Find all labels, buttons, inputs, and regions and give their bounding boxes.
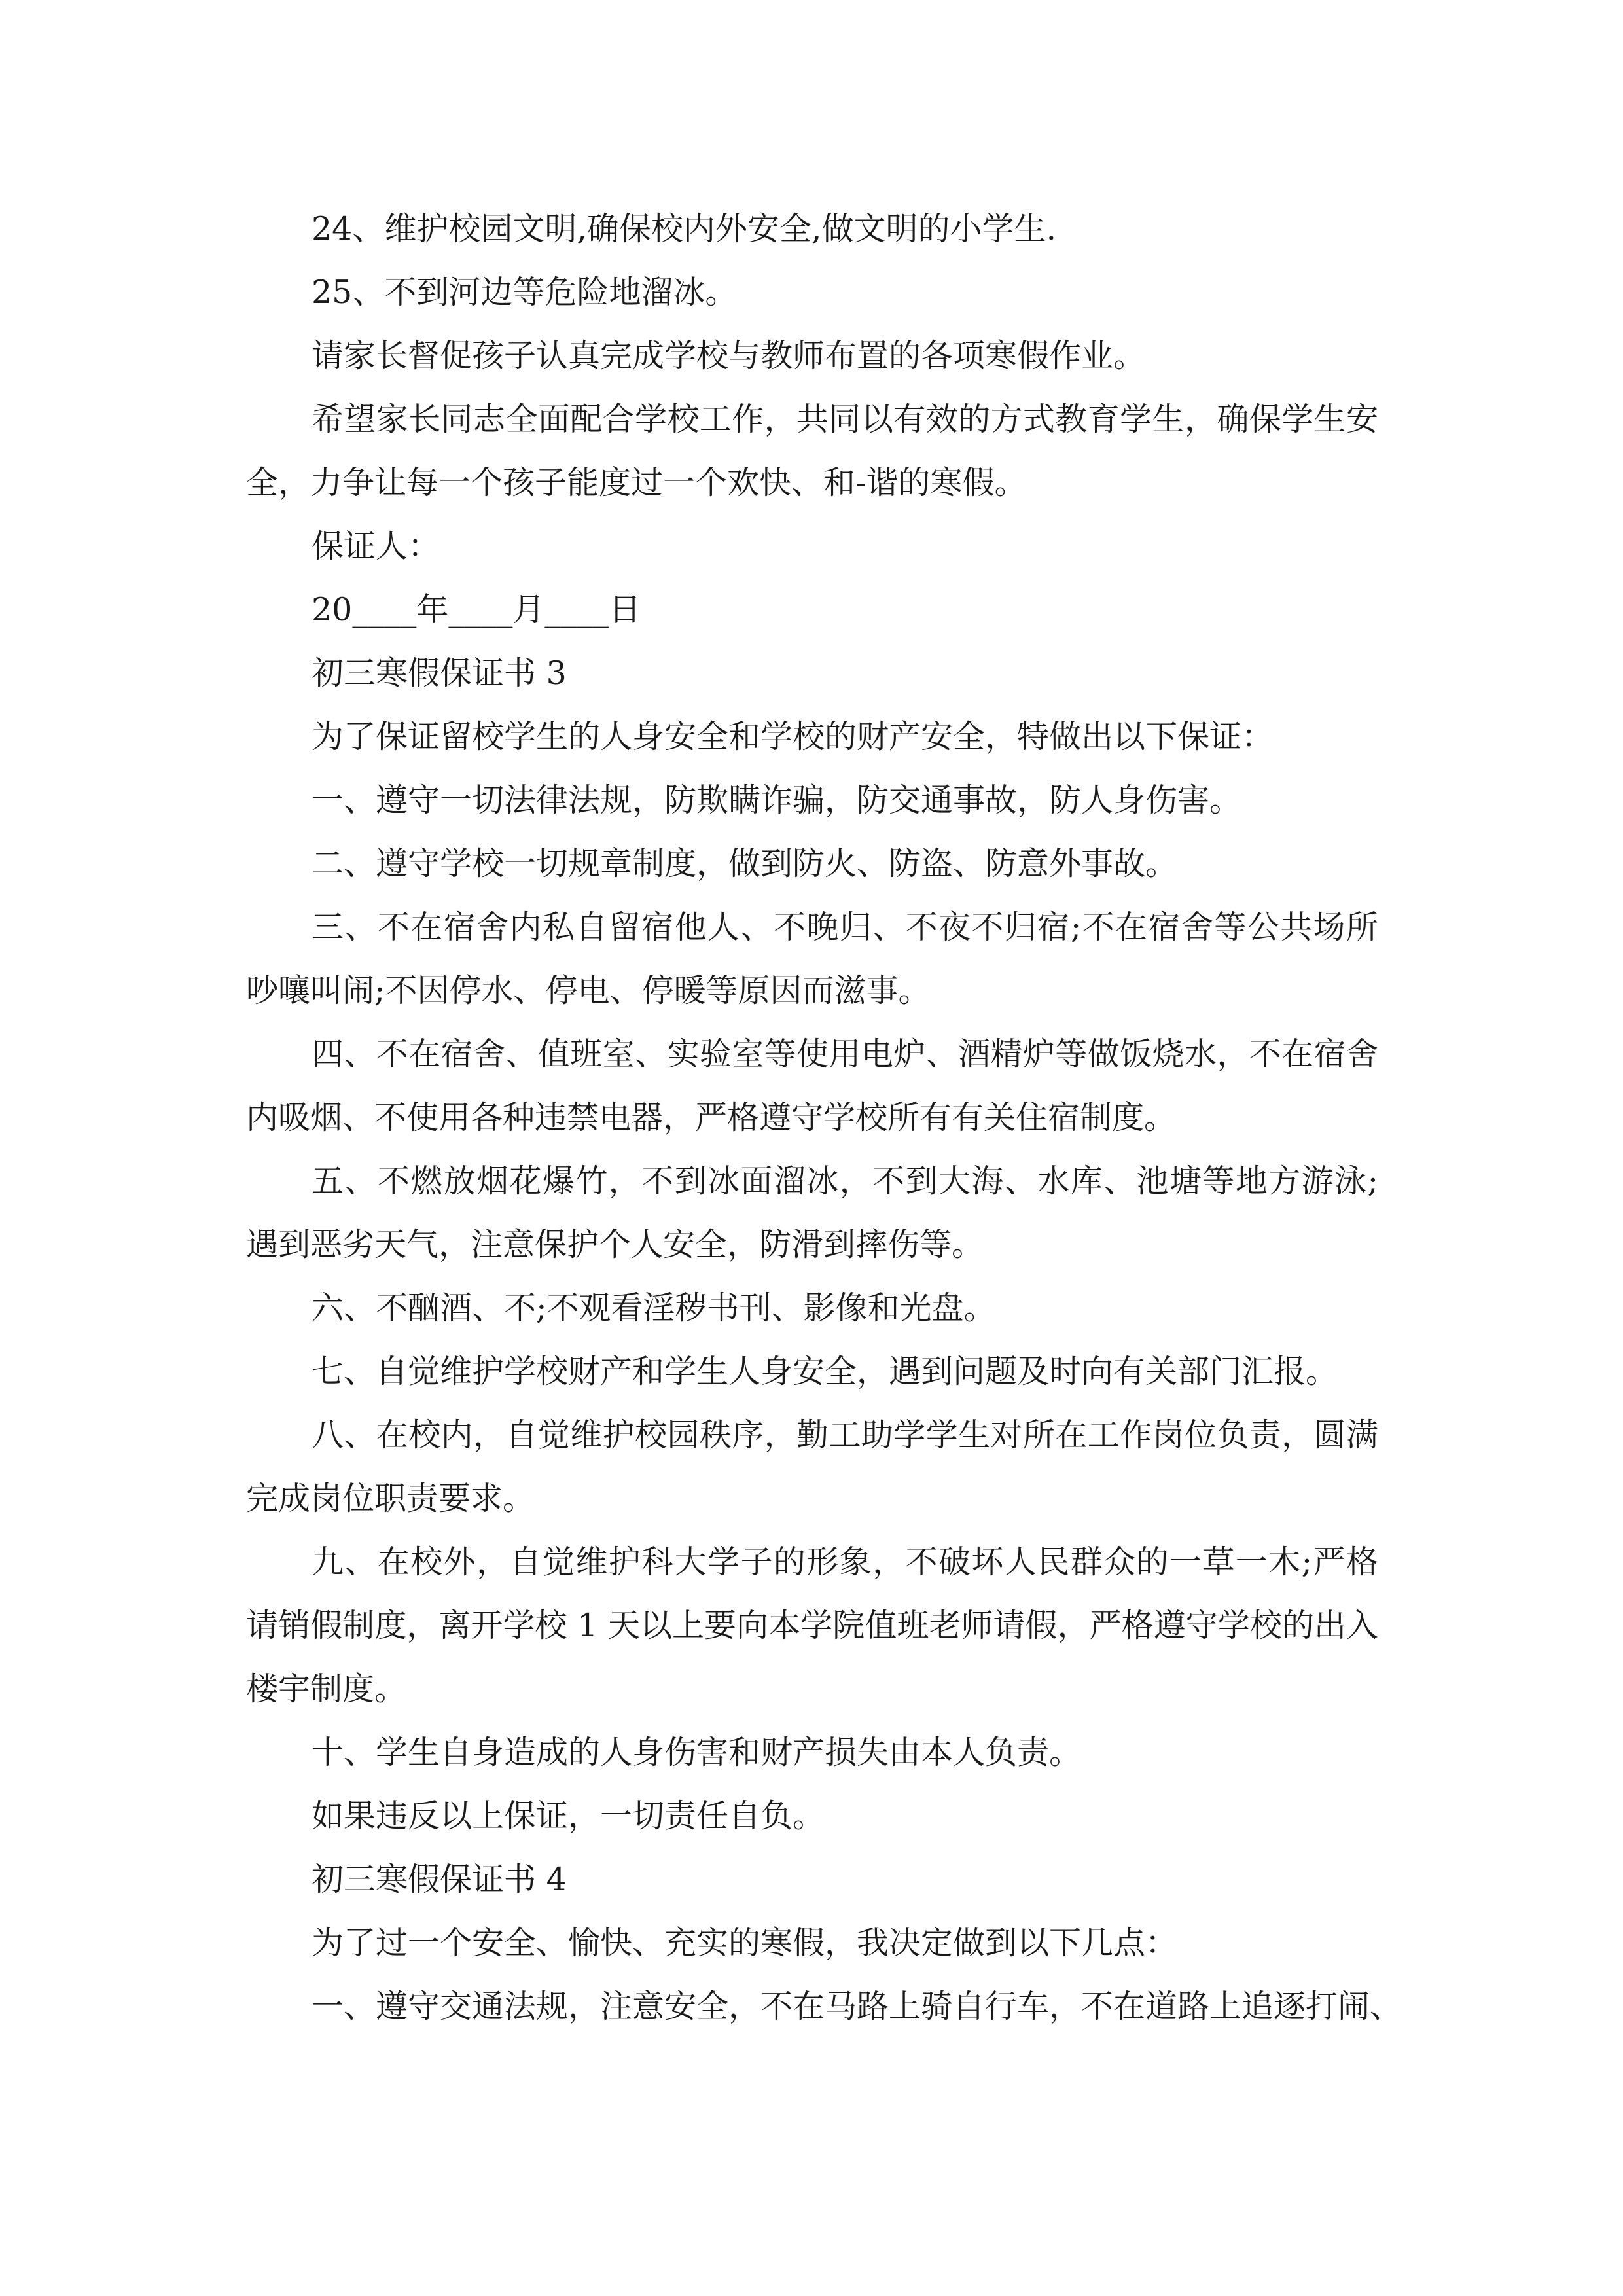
text-line: 25、不到河边等危险地溜冰。 bbox=[312, 274, 738, 311]
text-line: 八、在校内，自觉维护校园秩序，勤工助学学生对所在工作岗位负责，圆满 bbox=[312, 1416, 1378, 1454]
text-line: 四、不在宿舍、值班室、实验室等使用电炉、酒精炉等做饭烧水，不在宿舍 bbox=[312, 1035, 1378, 1073]
text-line: 十、学生自身造成的人身伤害和财产损失由本人负责。 bbox=[312, 1734, 1082, 1771]
section-title: 初三寒假保证书 4 bbox=[312, 1861, 567, 1898]
text-line: 五、不燃放烟花爆竹，不到冰面溜冰，不到大海、水库、池塘等地方游泳; bbox=[312, 1162, 1378, 1200]
section-title: 初三寒假保证书 3 bbox=[312, 655, 567, 692]
text-line: 一、遵守一切法律法规，防欺瞒诈骗，防交通事故，防人身伤害。 bbox=[312, 781, 1242, 819]
text-line: 楼宇制度。 bbox=[246, 1670, 407, 1708]
text-line: 请家长督促孩子认真完成学校与教师布置的各项寒假作业。 bbox=[312, 337, 1146, 374]
text-line: 保证人： bbox=[312, 528, 440, 565]
text-line: 三、不在宿舍内私自留宿他人、不晚归、不夜不归宿;不在宿舍等公共场所 bbox=[312, 908, 1378, 946]
text-line: 内吸烟、不使用各种违禁电器，严格遵守学校所有有关住宿制度。 bbox=[246, 1099, 1177, 1136]
text-line: 希望家长同志全面配合学校工作，共同以有效的方式教育学生，确保学生安 bbox=[312, 401, 1378, 438]
text-line: 七、自觉维护学校财产和学生人身安全，遇到问题及时向有关部门汇报。 bbox=[312, 1353, 1338, 1390]
text-line: 24、维护校园文明,确保校内外安全,做文明的小学生. bbox=[312, 210, 1057, 247]
text-line: 遇到恶劣天气，注意保护个人安全，防滑到摔伤等。 bbox=[246, 1226, 984, 1263]
text-line: 一、遵守交通法规，注意安全，不在马路上骑自行车，不在道路上追逐打闹、 bbox=[312, 1988, 1402, 2025]
text-line: 吵嚷叫闹;不因停水、停电、停暖等原因而滋事。 bbox=[246, 972, 931, 1009]
text-line: 为了过一个安全、愉快、充实的寒假，我决定做到以下几点： bbox=[312, 1924, 1178, 1962]
date-line: 20____年____月____日 bbox=[312, 591, 641, 628]
text-line: 六、不酗酒、不;不观看淫秽书刊、影像和光盘。 bbox=[312, 1289, 996, 1327]
text-line: 为了保证留校学生的人身安全和学校的财产安全，特做出以下保证： bbox=[312, 718, 1274, 755]
text-line: 二、遵守学校一切规章制度，做到防火、防盗、防意外事故。 bbox=[312, 845, 1178, 882]
text-line: 如果违反以上保证，一切责任自负。 bbox=[312, 1797, 825, 1835]
text-line: 九、在校外，自觉维护科大学子的形象，不破坏人民群众的一草一木;严格 bbox=[312, 1543, 1378, 1581]
text-line: 全，力争让每一个孩子能度过一个欢快、和-谐的寒假。 bbox=[246, 464, 1027, 501]
text-line: 请销假制度，离开学校 1 天以上要向本学院值班老师请假，严格遵守学校的出入 bbox=[246, 1607, 1378, 1644]
text-line: 完成岗位职责要求。 bbox=[246, 1480, 535, 1517]
